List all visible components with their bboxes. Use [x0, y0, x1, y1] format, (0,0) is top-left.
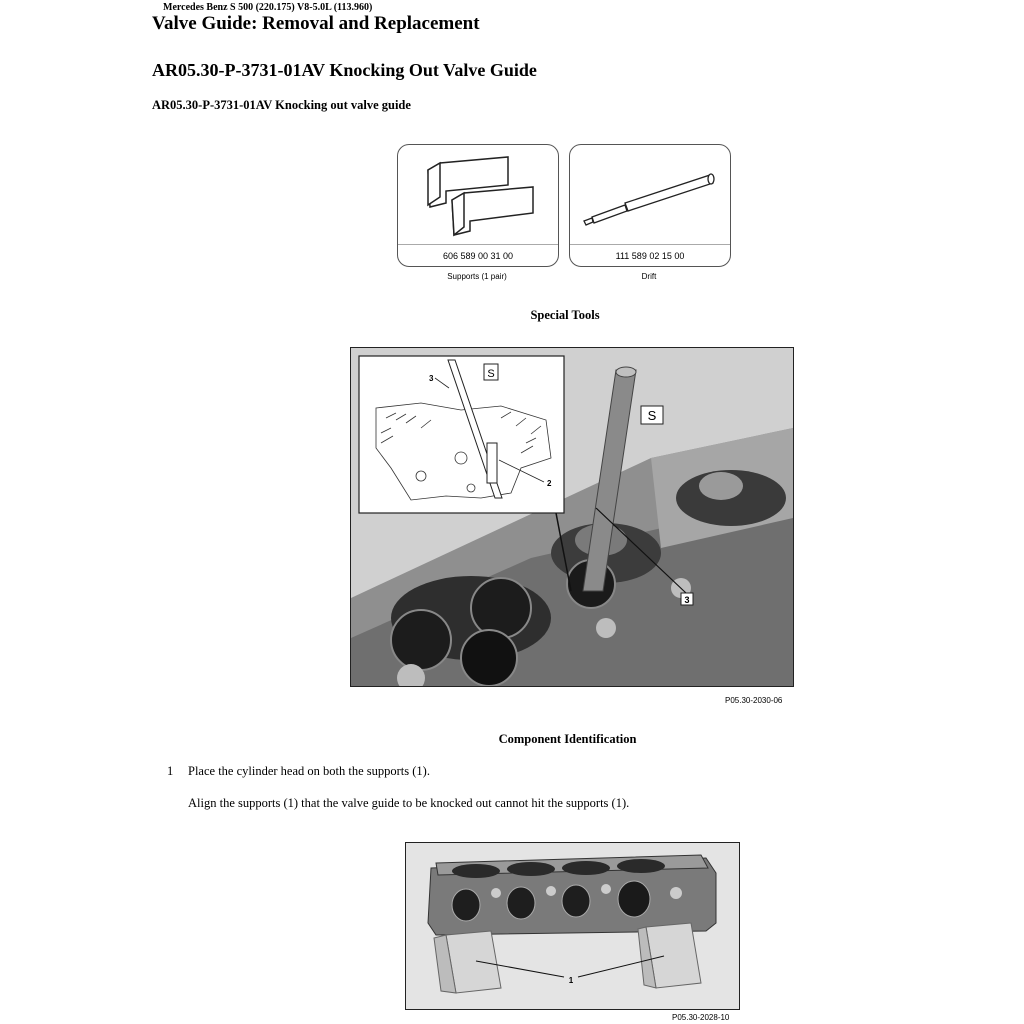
- svg-text:S: S: [647, 408, 657, 423]
- step-number: 1: [167, 764, 174, 778]
- support-blocks-icon: [398, 145, 558, 245]
- cylinder-head-photo: [351, 348, 793, 686]
- step-text: Place the cylinder head on both the supports (1).: [188, 764, 430, 778]
- figure-component-identification: [350, 347, 794, 687]
- special-tools-caption: Special Tools: [530, 308, 600, 322]
- callout-3b: 3: [684, 595, 690, 605]
- tool-number-drift: 111 589 02 15 00: [615, 251, 685, 261]
- svg-text:S: S: [487, 368, 495, 380]
- figure-cylinder-head-on-supports: [405, 842, 740, 1010]
- section-heading: AR05.30-P-3731-01AV Knocking Out Valve Guide: [152, 60, 537, 80]
- page-title: Valve Guide: Removal and Replacement: [152, 13, 480, 34]
- callout-3a: 3: [429, 374, 434, 383]
- cylinder-head-supports-photo: [406, 843, 739, 1009]
- vehicle-line: Mercedes Benz S 500 (220.175) V8-5.0L (113.960): [163, 2, 373, 13]
- tool-card-drift: [569, 144, 731, 267]
- tool-number-supports: 606 589 00 31 00: [442, 251, 514, 261]
- callout-1: 1: [568, 976, 574, 985]
- figure1-caption: Component Identification: [498, 732, 637, 746]
- tool-caption-supports: Supports (1 pair): [447, 272, 507, 281]
- figure1-id: P05.30-2030-06: [725, 696, 783, 705]
- section-subheading: AR05.30-P-3731-01AV Knocking out valve guide: [152, 98, 411, 112]
- tool-caption-drift: Drift: [641, 272, 657, 281]
- drift-icon: [570, 145, 730, 245]
- figure2-id: P05.30-2028-10: [672, 1013, 730, 1022]
- step-subtext: Align the supports (1) that the valve guide to be knocked out cannot hit the supports (1).: [188, 796, 630, 810]
- tool-card-supports: [397, 144, 559, 267]
- callout-2: 2: [547, 479, 552, 488]
